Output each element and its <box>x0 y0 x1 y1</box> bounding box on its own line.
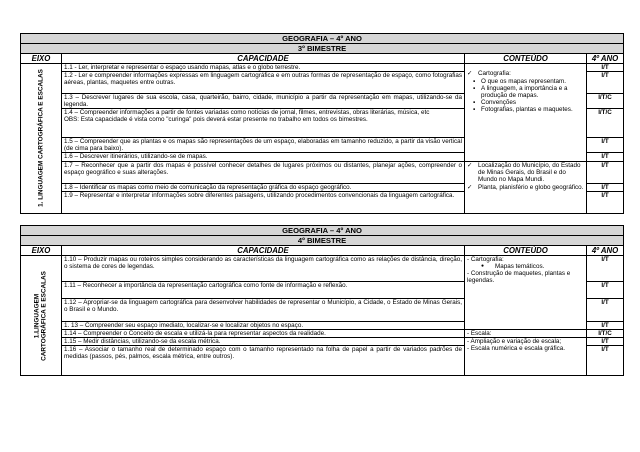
code-cell: I/T/C <box>587 109 624 138</box>
header-conteudo: CONTEÚDO <box>465 246 587 256</box>
capacity-row: 1.11 – Reconhecer a importância da representação cartográfica como fonte de informação e reflexão. <box>62 282 465 299</box>
header-ano: 4º ANO <box>587 54 624 64</box>
code-cell: I/T <box>587 191 624 213</box>
code-cell: I/T <box>587 346 624 376</box>
content-item: ✓ Planta, planisfério e globo geográfico. <box>467 183 584 191</box>
bimester-title: 4º BIMESTRE <box>21 236 624 246</box>
capacity-note: OBS: Esta capacidade é vista como "curinga" pois deverá estar presente no trabalho em todos os bimestres. <box>64 116 368 124</box>
capacity-row: 1.3 – Descrever lugares de sua escola, casa, quarteirão, bairro, cidade, município a partir da representação em mapas, utilizando-se da legenda. <box>62 94 465 109</box>
capacity-row: 1.12 – Apropriar-se da linguagem cartográfica para desenvolver habilidades de representar o Município, a Cidade, o Estado de Minas Gerais, o Brasil e o Mundo. <box>62 299 465 322</box>
round-bullet-icon: ● <box>481 263 485 270</box>
curriculum-table-3rd-bimester <box>20 33 624 214</box>
check-icon: ✓ <box>467 70 473 77</box>
content-subitem: ▪ Fotografias, plantas e maquetes. <box>473 106 573 114</box>
content-subitem: ▪ A linguagem, a importância e a produção de mapas. <box>473 85 568 100</box>
square-bullet-icon: ▪ <box>473 99 476 107</box>
header-eixo: EIXO <box>21 54 62 64</box>
eixo-cell <box>21 64 62 214</box>
capacity-row: 1.1 - Ler, interpretar e representar o espaço usando mapas, atlas e o globo terrestre. <box>62 64 465 72</box>
bimester-title: 3º BIMESTRE <box>21 44 624 54</box>
square-bullet-icon: ▪ <box>473 78 476 86</box>
code-cell: I/T <box>587 256 624 282</box>
eixo-cell <box>21 256 62 376</box>
code-cell: I/T/C <box>587 94 624 109</box>
code-cell: I/T <box>587 282 624 299</box>
curriculum-table-4th-bimester <box>20 225 624 376</box>
capacity-row: 1. 13 – Compreender seu espaço imediato, localizar-se e localizar objetos no espaço. <box>62 322 465 330</box>
header-ano: 4º ANO <box>587 246 624 256</box>
code-cell: I/T <box>587 153 624 161</box>
capacity-row: 1.14 – Compreender o Conceito de escala e utilizá-la para representar aspectos da realidade. <box>62 330 465 338</box>
capacity-row: 1.15 – Medir distâncias, utilizando-se da escala métrica. <box>62 338 465 346</box>
header-eixo: EIXO <box>21 246 62 256</box>
table-title: GEOGRAFIA – 4º ANO <box>21 226 624 236</box>
content-subitem: ▪ Convenções <box>473 99 517 107</box>
content-item: ✓ Cartografia: <box>467 70 511 77</box>
header-conteudo: CONTEÚDO <box>465 54 587 64</box>
code-cell: I/T <box>587 322 624 330</box>
eixo-label: 1. LINGUAGEM CARTOGRÁFICA E ESCALAS <box>37 69 45 208</box>
capacity-row: 1.6 – Descrever itinerários, utilizando-se de mapas. <box>62 153 465 161</box>
content-subitem: ● Mapas temáticos. <box>481 263 545 271</box>
content-cell-2 <box>465 161 587 213</box>
capacity-row: 1.5 – Compreender que as plantas e os mapas são representações de um espaço, elaboradas em tamanho reduzido, a partir da visão vertical (de cima para baixo). <box>62 138 465 153</box>
capacity-row: 1.7 – Reconhecer que a partir dos mapas é possível conhecer detalhes de lugares próximos ou distantes, planejar ações, compreender o espaço geográfico e suas alterações. <box>62 161 465 183</box>
content-cell-1 <box>465 64 587 162</box>
capacity-row: 1.4 – Compreender informações a partir de fontes variadas como notícias de jornal, filmes, entrevistas, obras literárias, música, etc OBS: Esta capacidade é vista como "curinga" pois deverá estar presente no trabalho em todos os bimestres. <box>62 109 465 138</box>
content-cell-1: - Cartografia: ● Mapas temáticos. - Construção de maquetes, plantas e legendas. <box>465 256 587 330</box>
code-cell: I/T <box>587 183 624 191</box>
square-bullet-icon: ▪ <box>473 106 476 114</box>
code-cell: I/T <box>587 161 624 183</box>
square-bullet-icon: ▪ <box>473 85 476 93</box>
header-capacidade: CAPACIDADE <box>62 246 465 256</box>
content-escala: - Escala: <box>465 330 587 338</box>
check-icon: ✓ <box>467 161 473 169</box>
check-icon: ✓ <box>467 183 473 191</box>
content-subitem: ▪ O que os mapas representam. <box>473 78 567 86</box>
header-capacidade: CAPACIDADE <box>62 54 465 64</box>
content-item: ✓ Localização do Município, do Estado de Minas Gerais, do Brasil e do Mundo no Mapa Mundi. <box>467 161 581 183</box>
capacity-row: 1.8 – Identificar os mapas como meio de comunicação da representação gráfica do espaço geográfico. <box>62 183 465 191</box>
code-cell: I/T/C <box>587 330 624 338</box>
table-title: GEOGRAFIA – 4º ANO <box>21 34 624 44</box>
code-cell: I/T <box>587 299 624 322</box>
code-cell: I/T <box>587 72 624 94</box>
code-cell: I/T <box>587 64 624 72</box>
capacity-row: 1.9 – Representar e interpretar informações sobre diferentes paisagens, utilizando procedimentos convencionais da linguagem cartográfica. <box>62 191 465 213</box>
eixo-label: 1.LINGUAGEM CARTOGRÁFICA E ESCALAS <box>33 270 48 361</box>
code-cell: I/T <box>587 338 624 346</box>
content-cell-2: - Ampliação e variação de escala; - Escala numérica e escala gráfica. <box>465 338 587 376</box>
capacity-row: 1.10 – Produzir mapas ou roteiros simples considerando as características da linguagem cartográfica como as relações de distância, direção, o sistema de cores de legendas. <box>62 256 465 282</box>
capacity-row: 1.2 - Ler e compreender informações expressas em linguagem cartográfica e em outras formas de representação de espaço, como fotografias aéreas, plantas, maquetes entre outras. <box>62 72 465 94</box>
capacity-row: 1.16 – Associar o tamanho real de determinado espaço com o tamanho representado na folha de papel a partir de variados padrões de medidas (passos, pés, palmos, escala métrica, entre outros). <box>62 346 465 376</box>
code-cell: I/T <box>587 138 624 153</box>
